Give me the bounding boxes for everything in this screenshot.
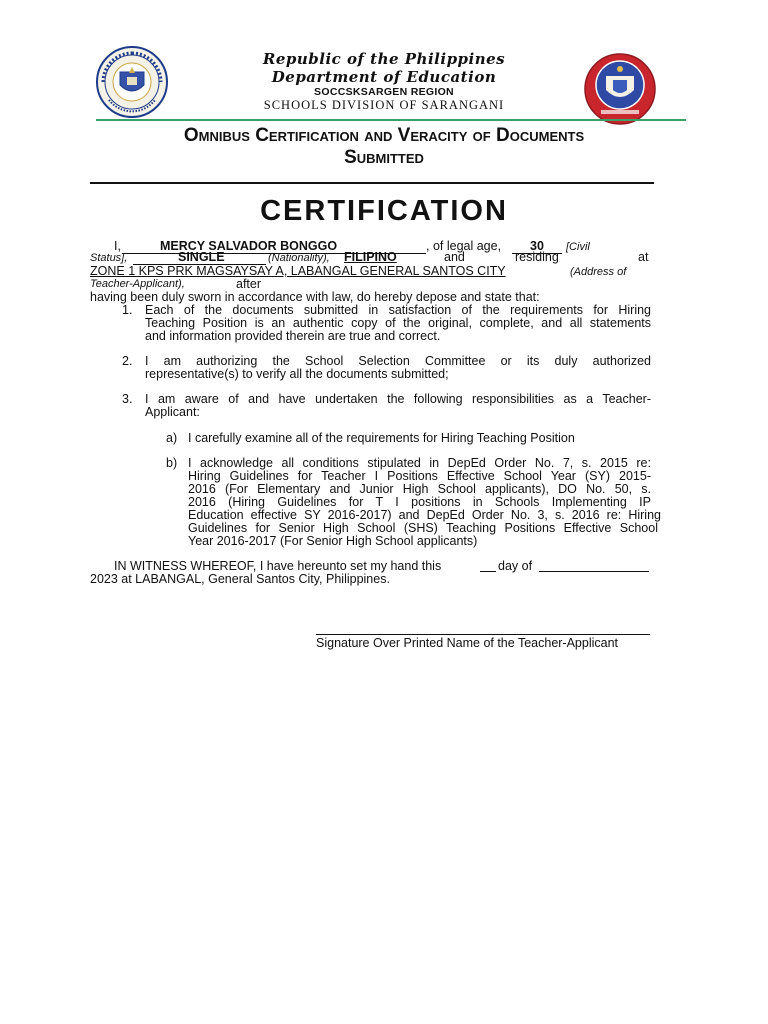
header-department: Department of Education (271, 68, 497, 86)
intro-legal-age: , of legal age, (426, 239, 502, 253)
intro-at: at (638, 250, 649, 264)
document-title: Omnibus Certification and Veracity of Documents (183, 125, 585, 146)
item-3-line-1: I am aware of and have undertaken the following responsibilities as a Teacher- (145, 392, 651, 406)
subitem-b-line-1: I acknowledge all conditions stipulated in DepEd Order No. 7, s. 2015 re: (188, 456, 651, 470)
header-region: SOCCSKSARGEN REGION (314, 86, 454, 98)
intro-i: I, (114, 239, 121, 253)
applicant-age: 30 (512, 240, 562, 254)
address-note: (Address of (570, 266, 627, 278)
month-blank (539, 571, 649, 572)
intro-residing: residing (515, 250, 559, 264)
nationality-value: FILIPINO (344, 250, 397, 264)
subitem-b-line-5: Education effective SY 2016-2017) and DepEd Order No. 3, s. 2016 re: Hiring (188, 508, 661, 522)
item-2-line-1: I am authorizing the School Selection Committee or its duly authorized (145, 354, 651, 368)
address-note-2: Teacher-Applicant), (90, 278, 185, 290)
witness-text-3: 2023 at LABANGAL, General Santos City, Philippines. (90, 572, 390, 586)
intro-sworn: having been duly sworn in accordance with law, do hereby depose and state that: (90, 290, 540, 304)
subitem-b-line-7: Year 2016-2017 (For Senior High School applicants) (188, 534, 478, 548)
day-blank (480, 571, 496, 572)
subitem-b-line-3: 2016 (For Elementary and Junior High School applicants), DO No. 50, s. (188, 482, 651, 496)
item-3-line-2: Applicant: (145, 405, 200, 419)
subitem-b-letter: b) (166, 456, 178, 470)
document-title-line2: Submitted (344, 147, 424, 168)
title-divider (90, 182, 654, 184)
subitem-b-line-6: Guidelines for Senior High School (SHS) Teaching Positions Effective School (188, 521, 658, 535)
item-1-line-1: Each of the documents submitted in satisfaction of the requirements for Hiring (145, 303, 651, 317)
item-2-number: 2. (122, 354, 133, 368)
certification-heading: CERTIFICATION (260, 195, 508, 227)
header-division: SCHOOLS DIVISION OF SARANGANI (263, 98, 505, 112)
item-2-line-2: representative(s) to verify all the documents submitted; (145, 367, 449, 381)
item-1-line-3: and information provided therein are true and correct. (145, 329, 441, 343)
header-divider (96, 119, 686, 121)
civil-status-note: [Civil (566, 241, 590, 253)
subitem-a-letter: a) (166, 431, 178, 445)
signature-line (316, 634, 650, 635)
item-3-number: 3. (122, 392, 133, 406)
witness-text-2: day of (498, 559, 533, 573)
subitem-b-line-4: 2016 (Hiring Guidelines for T I positions in Schools Implementing IP (188, 495, 651, 509)
witness-text-1: IN WITNESS WHEREOF, I have hereunto set my hand this (114, 559, 442, 573)
applicant-address: ZONE 1 KPS PRK MAGSAYSAY A, LABANGAL GENERAL SANTOS CITY (90, 264, 506, 278)
header-republic: Republic of the Philippines (262, 50, 506, 68)
item-1-line-2: Teaching Position is an authentic copy of the original, complete, and all statements (145, 316, 651, 330)
subitem-b-line-2: Hiring Guidelines for Teacher I Positions Effective School Year (SY) 2015- (188, 469, 651, 483)
civil-status-note-2: Status], (90, 252, 128, 264)
item-1-number: 1. (122, 303, 133, 317)
applicant-name: MERCY SALVADOR BONGGO (122, 240, 426, 254)
intro-after: after (236, 277, 262, 291)
nationality-note: (Nationality), (268, 252, 330, 264)
civil-status-value: SINGLE (133, 251, 266, 265)
subitem-a-line-1: I carefully examine all of the requirements for Hiring Teaching Position (188, 431, 575, 445)
signature-caption: Signature Over Printed Name of the Teacher-Applicant (316, 636, 619, 650)
intro-and: and (444, 250, 465, 264)
